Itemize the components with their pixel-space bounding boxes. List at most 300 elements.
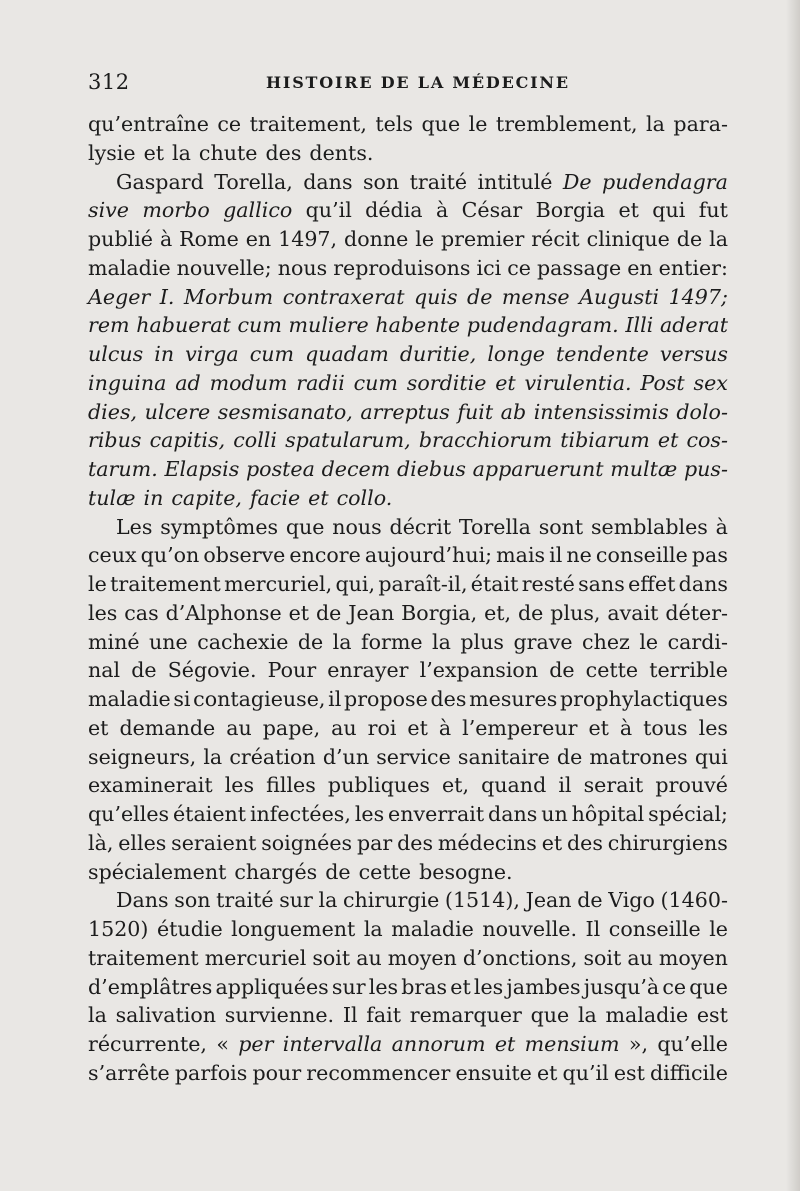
word: dans xyxy=(303,169,353,194)
word: donne xyxy=(344,227,409,251)
word: examinerait xyxy=(88,773,213,798)
word: d’emplâtres xyxy=(88,974,213,999)
italic-word: arreptus xyxy=(360,399,450,424)
word: en xyxy=(245,227,272,251)
word: la xyxy=(363,917,383,941)
word: de xyxy=(518,600,544,625)
word: qui, xyxy=(335,572,376,596)
word: maladie xyxy=(605,1003,689,1028)
word: cas xyxy=(124,600,159,625)
word: il xyxy=(549,543,563,568)
word: au xyxy=(331,715,357,740)
text-line xyxy=(88,1059,728,1088)
word: et xyxy=(407,715,428,740)
word: aujourd’hui; xyxy=(364,543,493,568)
word: nouvelle. xyxy=(482,917,578,941)
word: (1460- xyxy=(660,888,728,913)
italic-word: mensium xyxy=(524,1032,620,1056)
word: la xyxy=(432,629,451,654)
italic-word: sorditie xyxy=(406,370,487,395)
text-line xyxy=(88,570,728,599)
word: est xyxy=(696,1003,728,1028)
word: tremblement, xyxy=(495,112,638,136)
word: ceux xyxy=(88,543,137,568)
word: appliquées xyxy=(215,974,329,999)
text-line xyxy=(88,225,728,254)
text-line xyxy=(88,1030,728,1059)
word: de xyxy=(577,888,603,913)
word: miné xyxy=(88,629,140,654)
word: survienne. xyxy=(224,1003,335,1028)
word: les xyxy=(354,802,385,826)
word: chargés xyxy=(234,859,318,884)
word: que xyxy=(421,112,461,136)
italic-word: Augusti xyxy=(579,284,660,309)
word: propose xyxy=(344,687,428,711)
word: la xyxy=(172,140,191,165)
italic-word: decem xyxy=(321,457,391,481)
text-line xyxy=(88,484,728,513)
word: moyen xyxy=(658,945,728,970)
text-line xyxy=(88,714,728,743)
word: grave xyxy=(513,629,573,654)
word: la xyxy=(88,1003,107,1028)
italic-word: Elapsis xyxy=(164,457,240,481)
word: conseille xyxy=(595,543,688,568)
word: Les xyxy=(116,514,153,539)
word: à xyxy=(715,514,728,539)
word: qu’elles xyxy=(88,802,170,826)
italic-word: apparuerunt xyxy=(472,457,604,481)
italic-word: ab xyxy=(500,399,527,424)
italic-word: virga xyxy=(185,342,239,366)
word: qu’entraîne xyxy=(88,112,209,136)
word: demande xyxy=(119,715,216,740)
italic-word: intervalla xyxy=(282,1032,383,1056)
italic-word: ulcere xyxy=(144,399,211,424)
word: remarquer xyxy=(409,1003,522,1028)
word: l’empereur xyxy=(462,715,578,740)
italic-word: ulcus xyxy=(88,342,144,366)
word: seraient xyxy=(171,830,257,855)
word: (1514), xyxy=(444,888,520,913)
word: clinique xyxy=(586,227,670,251)
word: étudie xyxy=(156,917,223,941)
word: maladie xyxy=(88,687,171,711)
text-line xyxy=(88,541,728,570)
word: sont xyxy=(538,514,584,539)
word: intitulé xyxy=(477,169,553,194)
italic-word: spatularum, xyxy=(285,428,411,453)
text-line xyxy=(88,283,728,312)
italic-word: De xyxy=(562,169,592,194)
word: de xyxy=(676,227,703,251)
word: sur xyxy=(279,888,313,913)
word: il xyxy=(328,687,342,711)
italic-word: facie xyxy=(249,485,301,510)
text-line xyxy=(88,973,728,1002)
word: récit xyxy=(531,227,580,251)
italic-word: Illi xyxy=(625,313,654,338)
word: qu’on xyxy=(140,543,200,568)
word: 1520) xyxy=(88,917,149,941)
word: que xyxy=(285,514,325,539)
word: médecins xyxy=(437,830,537,855)
italic-word: mense xyxy=(501,284,570,309)
italic-word: I. xyxy=(159,284,175,309)
word: qu’il xyxy=(305,198,352,223)
italic-word: colli xyxy=(233,428,277,453)
word: traité xyxy=(409,169,468,194)
word: Rome xyxy=(179,227,239,251)
word: cette xyxy=(585,658,639,683)
word: et xyxy=(88,715,109,740)
word: qui xyxy=(694,744,728,769)
word: si xyxy=(173,687,191,711)
text-line xyxy=(88,656,728,685)
word: et xyxy=(450,974,471,999)
word: et xyxy=(541,830,563,855)
word: fait xyxy=(366,1003,402,1028)
word: quand xyxy=(481,773,547,798)
text-line xyxy=(88,398,728,427)
word: récurrente, xyxy=(88,1032,207,1056)
word: et, xyxy=(441,773,469,798)
italic-word: muliere xyxy=(288,313,369,338)
word: il xyxy=(558,773,572,798)
word: et xyxy=(288,600,310,625)
word: nouvelle; xyxy=(176,255,272,280)
word: Jean xyxy=(525,888,572,913)
italic-word: 1497; xyxy=(668,284,728,309)
word: au xyxy=(226,715,252,740)
word: cette xyxy=(358,859,412,884)
word: enverrait xyxy=(388,802,485,826)
word: les xyxy=(473,974,504,999)
word: à xyxy=(435,198,449,223)
word: difficile xyxy=(650,1060,728,1085)
word: que xyxy=(530,1003,570,1028)
italic-word: ad xyxy=(175,370,201,395)
word: tous xyxy=(643,715,688,740)
italic-word: dies, xyxy=(88,399,138,424)
text-line xyxy=(88,915,728,944)
word: besogne. xyxy=(419,859,513,884)
word: que xyxy=(689,974,728,999)
word: paraît-il, xyxy=(378,572,468,596)
italic-word: multæ xyxy=(610,457,678,481)
italic-word: quis xyxy=(413,284,458,309)
running-title: HISTOIRE DE LA MÉDECINE xyxy=(266,73,570,92)
text-line xyxy=(88,369,728,398)
word: Borgia, xyxy=(401,600,478,625)
word: », xyxy=(628,1032,649,1056)
word: ne xyxy=(566,543,592,568)
italic-word: rem xyxy=(88,313,130,338)
word: la xyxy=(318,888,338,913)
italic-word: cum xyxy=(353,370,398,395)
italic-word: in xyxy=(154,342,175,366)
text-line xyxy=(88,685,728,714)
text-line xyxy=(88,1001,728,1030)
word: Il xyxy=(342,1003,358,1028)
word: pape, xyxy=(262,715,321,740)
word: son xyxy=(362,169,400,194)
word: et xyxy=(618,198,639,223)
word: soit xyxy=(312,945,351,970)
italic-word: pudendagram. xyxy=(466,313,619,338)
text-line xyxy=(88,858,728,887)
italic-word: habente xyxy=(375,313,461,338)
word: effet xyxy=(628,572,676,596)
word: était xyxy=(470,572,519,596)
word: bras xyxy=(401,974,448,999)
word: un xyxy=(541,802,568,826)
word: la xyxy=(709,227,728,251)
word: Gaspard xyxy=(116,169,204,194)
word: publié xyxy=(88,227,153,251)
italic-word: Aeger xyxy=(88,284,151,309)
word: jusqu’à xyxy=(583,974,660,999)
italic-word: ribus xyxy=(88,428,142,453)
word: tels xyxy=(375,112,413,136)
italic-word: modum xyxy=(209,370,288,395)
word: la xyxy=(203,744,223,769)
italic-word: et xyxy=(494,1032,516,1056)
word: par xyxy=(356,830,393,855)
word: déter- xyxy=(665,600,728,625)
word: est xyxy=(613,1060,645,1085)
word: seigneurs, xyxy=(88,744,197,769)
word: hôpital xyxy=(571,802,645,826)
word: création xyxy=(229,744,316,769)
word: une xyxy=(149,629,188,654)
word: jambes xyxy=(506,974,581,999)
word: Dans xyxy=(116,888,169,913)
italic-word: pus- xyxy=(683,457,728,481)
word: d’un xyxy=(322,744,370,769)
word: prophylactiques xyxy=(559,687,728,711)
text-line xyxy=(88,254,728,283)
word: les xyxy=(88,600,118,625)
word: d’onctions, xyxy=(462,945,578,970)
word: César xyxy=(461,198,523,223)
page-number: 312 xyxy=(88,70,130,94)
word: les xyxy=(368,974,399,999)
text-line xyxy=(88,800,728,829)
word: de xyxy=(297,629,324,654)
word: d’Alphonse xyxy=(165,600,282,625)
word: enrayer xyxy=(327,658,409,683)
word: plus xyxy=(460,629,504,654)
word: traitement xyxy=(88,945,199,970)
word: Torella, xyxy=(214,169,293,194)
word: reproduisons xyxy=(333,255,471,280)
word: moyen xyxy=(387,945,457,970)
word: et xyxy=(536,1060,558,1085)
italic-word: longe xyxy=(487,342,545,366)
italic-word: duritie, xyxy=(399,342,477,366)
italic-word: annorum xyxy=(391,1032,486,1056)
body-text xyxy=(88,110,728,1088)
word: l’expansion xyxy=(419,658,539,683)
word: spécialement xyxy=(88,859,227,884)
text-line xyxy=(88,455,728,484)
italic-word: tarum. xyxy=(88,457,158,481)
word: lysie xyxy=(88,140,136,165)
word: ici xyxy=(476,255,502,280)
word: pas xyxy=(691,543,728,568)
word: premier xyxy=(440,227,525,251)
word: sans xyxy=(578,572,625,596)
word: la xyxy=(332,629,352,654)
word: ce xyxy=(507,255,531,280)
word: longuement xyxy=(231,917,356,941)
italic-word: diebus xyxy=(396,457,466,481)
word: cachexie xyxy=(197,629,289,654)
text-line xyxy=(88,311,728,340)
word: le xyxy=(415,227,435,251)
italic-word: bracchiorum xyxy=(418,428,553,453)
word: son xyxy=(174,888,211,913)
text-line xyxy=(88,829,728,858)
italic-word: tibiarum xyxy=(560,428,650,453)
word: filles xyxy=(266,773,316,798)
italic-word: et xyxy=(495,370,516,395)
italic-word: et xyxy=(657,428,679,453)
word: serait xyxy=(583,773,644,798)
word: Borgia xyxy=(535,198,606,223)
word: traitement xyxy=(110,572,221,596)
word: maladie xyxy=(391,917,474,941)
word: elles xyxy=(118,830,167,855)
italic-word: dolo- xyxy=(676,399,728,424)
word: ce xyxy=(662,974,687,999)
word: service xyxy=(376,744,451,769)
word: dans xyxy=(488,802,538,826)
word: avait xyxy=(607,600,659,625)
text-line xyxy=(88,944,728,973)
italic-word: capitis, xyxy=(149,428,226,453)
word: « xyxy=(216,1032,229,1056)
text-line xyxy=(88,771,728,800)
italic-word: contraxerat xyxy=(282,284,405,309)
word: qui xyxy=(652,198,686,223)
word: nal xyxy=(88,658,121,683)
text-line xyxy=(88,886,728,915)
italic-word: Post xyxy=(640,370,685,395)
italic-word: Morbum xyxy=(183,284,274,309)
word: 1497, xyxy=(278,227,338,251)
word: terrible xyxy=(649,658,728,683)
word: chirurgie xyxy=(343,888,440,913)
word: forme xyxy=(361,629,423,654)
italic-word: morbo xyxy=(142,198,210,223)
word: nous xyxy=(277,255,328,280)
word: ensuite xyxy=(455,1060,532,1085)
italic-word: sesmisanato, xyxy=(217,399,353,424)
text-line xyxy=(88,168,728,197)
page-edge xyxy=(786,0,800,1191)
word: traité xyxy=(216,888,274,913)
word: chez xyxy=(582,629,630,654)
word: Ségovie. xyxy=(167,658,257,683)
word: infectées, xyxy=(249,802,351,826)
word: dans xyxy=(678,572,728,596)
word: matrones xyxy=(589,744,688,769)
word: de xyxy=(325,859,351,884)
word: les xyxy=(224,773,255,798)
word: roi xyxy=(367,715,397,740)
italic-word: sive xyxy=(88,198,129,223)
word: au xyxy=(356,945,382,970)
word: spécial; xyxy=(648,802,728,826)
italic-word: cum xyxy=(249,342,295,366)
word: le xyxy=(468,112,488,136)
word: des xyxy=(566,830,603,855)
word: mercuriel xyxy=(204,945,307,970)
word: décrit xyxy=(389,514,452,539)
italic-word: radii xyxy=(296,370,345,395)
word: Torella xyxy=(458,514,531,539)
word: à xyxy=(619,715,633,740)
word: sanitaire xyxy=(457,744,550,769)
word: resté xyxy=(521,572,575,596)
word: sur xyxy=(331,974,366,999)
word: recommencer xyxy=(306,1060,451,1085)
word: soignées xyxy=(261,830,353,855)
word: chute xyxy=(198,140,258,165)
word: encore xyxy=(289,543,361,568)
italic-word: in xyxy=(143,485,164,510)
word: nous xyxy=(332,514,382,539)
italic-word: fuit xyxy=(457,399,494,424)
page-header xyxy=(88,70,724,100)
italic-word: tulæ xyxy=(88,485,136,510)
word: de xyxy=(131,658,157,683)
italic-word: per xyxy=(238,1032,274,1056)
word: le xyxy=(88,572,107,596)
word: dents. xyxy=(309,140,374,165)
text-line xyxy=(88,110,728,139)
word: des xyxy=(397,830,434,855)
word: et xyxy=(143,140,165,165)
word: à xyxy=(159,227,173,251)
word: Vigo xyxy=(608,888,655,913)
word: para- xyxy=(673,112,728,136)
word: mais xyxy=(496,543,546,568)
word: en xyxy=(627,255,653,280)
word: cardi- xyxy=(667,629,728,654)
word: mesures xyxy=(469,687,558,711)
word: Pour xyxy=(267,658,317,683)
word: ce xyxy=(217,112,242,136)
word: étaient xyxy=(173,802,247,826)
word: le xyxy=(639,629,659,654)
word: de xyxy=(549,658,575,683)
word: maladie xyxy=(88,255,171,280)
italic-word: intensissimis xyxy=(533,399,669,424)
word: prouvé xyxy=(655,773,728,798)
italic-word: postea xyxy=(246,457,315,481)
italic-word: cum xyxy=(237,313,282,338)
word: de xyxy=(556,744,583,769)
word: Jean xyxy=(348,600,395,625)
italic-word: gallico xyxy=(223,198,293,223)
italic-word: versus xyxy=(659,342,728,366)
word: traitement, xyxy=(249,112,367,136)
word: mercuriel, xyxy=(224,572,333,596)
